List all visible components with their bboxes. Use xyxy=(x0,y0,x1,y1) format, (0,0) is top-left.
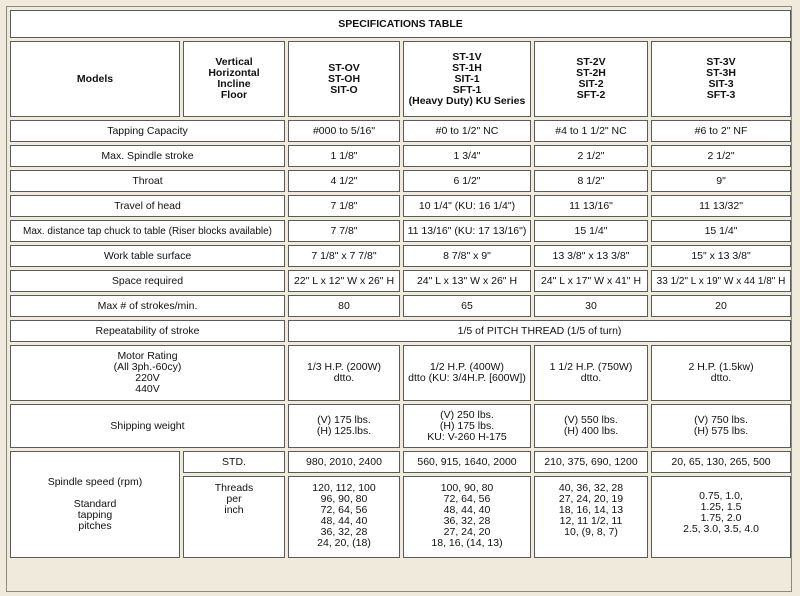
model-header-0: ST-OV ST-OH SIT-O xyxy=(288,41,400,117)
table-cell: 15" x 13 3/8" xyxy=(651,245,791,267)
table-cell: (V) 750 lbs. (H) 575 lbs. xyxy=(651,404,791,448)
table-cell: 20 xyxy=(651,295,791,317)
row-label: Max. distance tap chuck to table (Riser blocks available) xyxy=(10,220,285,242)
table-row xyxy=(10,145,791,167)
table-cell: 80 xyxy=(288,295,400,317)
table-cell: #6 to 2" NF xyxy=(651,120,791,142)
table-cell: 13 3/8" x 13 3/8" xyxy=(534,245,648,267)
table-row xyxy=(10,245,791,267)
table-cell: 120, 112, 100 96, 90, 80 72, 64, 56 48, 44, 40 36, 32, 28 24, 20, (18) xyxy=(288,476,400,558)
table-cell: (V) 175 lbs. (H) 125.lbs. xyxy=(288,404,400,448)
table-cell: 210, 375, 690, 1200 xyxy=(534,451,648,473)
table-cell: 1 1/2 H.P. (750W) dtto. xyxy=(534,345,648,401)
table-row xyxy=(10,220,791,242)
row-label: Max. Spindle stroke xyxy=(10,145,285,167)
table-cell: #4 to 1 1/2" NC xyxy=(534,120,648,142)
table-cell: 65 xyxy=(403,295,531,317)
table-cell: 10 1/4" (KU: 16 1/4") xyxy=(403,195,531,217)
row-label: Motor Rating (All 3ph.-60cy) 220V 440V xyxy=(10,345,285,401)
table-row xyxy=(10,295,791,317)
model-header-1: ST-1V ST-1H SIT-1 SFT-1 (Heavy Duty) KU Series xyxy=(403,41,531,117)
table-cell: 11 13/16" (KU: 17 13/16") xyxy=(403,220,531,242)
spindle-label: Spindle speed (rpm) Standard tapping pitches xyxy=(10,451,180,558)
model-header-3: ST-3V ST-3H SIT-3 SFT-3 xyxy=(651,41,791,117)
models-header-row xyxy=(10,41,791,117)
std-label: STD. xyxy=(183,451,285,473)
table-cell: #000 to 5/16" xyxy=(288,120,400,142)
table-cell: 22" L x 12" W x 26" H xyxy=(288,270,400,292)
table-cell: 8 1/2" xyxy=(534,170,648,192)
table-cell: 560, 915, 1640, 2000 xyxy=(403,451,531,473)
repeatability-row xyxy=(10,320,791,342)
table-cell: 7 1/8" x 7 7/8" xyxy=(288,245,400,267)
table-cell: 11 13/32" xyxy=(651,195,791,217)
table-cell: #0 to 1/2" NC xyxy=(403,120,531,142)
table-cell: 1 3/4" xyxy=(403,145,531,167)
table-cell: 6 1/2" xyxy=(403,170,531,192)
orientation-label: Vertical Horizontal Incline Floor xyxy=(183,41,285,117)
table-cell: 2 1/2" xyxy=(651,145,791,167)
row-label: Repeatability of stroke xyxy=(10,320,285,342)
row-label: Travel of head xyxy=(10,195,285,217)
table-cell: 40, 36, 32, 28 27, 24, 20, 19 18, 16, 14, 13 12, 11 1/2, 11 10, (9, 8, 7) xyxy=(534,476,648,558)
table-cell: 15 1/4" xyxy=(534,220,648,242)
threads-label: Threads per inch xyxy=(183,476,285,558)
table-title: SPECIFICATIONS TABLE xyxy=(10,10,791,38)
table-row xyxy=(10,195,791,217)
table-cell: (V) 250 lbs. (H) 175 lbs. KU: V-260 H-175 xyxy=(403,404,531,448)
table-cell: 9" xyxy=(651,170,791,192)
table-cell: 2 1/2" xyxy=(534,145,648,167)
title-row xyxy=(10,10,791,38)
row-label: Work table surface xyxy=(10,245,285,267)
table-cell: 24" L x 17" W x 41" H xyxy=(534,270,648,292)
table-cell: 24" L x 13" W x 26" H xyxy=(403,270,531,292)
spindle-std-row xyxy=(10,451,791,473)
table-cell: 11 13/16" xyxy=(534,195,648,217)
models-label: Models xyxy=(10,41,180,117)
table-cell: (V) 550 lbs. (H) 400 lbs. xyxy=(534,404,648,448)
row-label: Max # of strokes/min. xyxy=(10,295,285,317)
table-row xyxy=(10,120,791,142)
shipping-row xyxy=(10,404,791,448)
table-cell: 20, 65, 130, 265, 500 xyxy=(651,451,791,473)
row-label: Shipping weight xyxy=(10,404,285,448)
repeatability-value: 1/5 of PITCH THREAD (1/5 of turn) xyxy=(288,320,791,342)
table-cell: 33 1/2" L x 19" W x 44 1/8" H xyxy=(651,270,791,292)
table-cell: 0.75, 1.0, 1.25, 1.5 1.75, 2.0 2.5, 3.0, 3.5, 4.0 xyxy=(651,476,791,558)
table-cell: 1/2 H.P. (400W) dtto (KU: 3/4H.P. [600W]) xyxy=(403,345,531,401)
table-cell: 1 1/8" xyxy=(288,145,400,167)
specifications-table xyxy=(7,7,794,561)
model-header-2: ST-2V ST-2H SIT-2 SFT-2 xyxy=(534,41,648,117)
motor-row xyxy=(10,345,791,401)
table-cell: 1/3 H.P. (200W) dtto. xyxy=(288,345,400,401)
row-label: Tapping Capacity xyxy=(10,120,285,142)
table-row xyxy=(10,270,791,292)
table-cell: 8 7/8" x 9" xyxy=(403,245,531,267)
table-cell: 30 xyxy=(534,295,648,317)
table-row xyxy=(10,170,791,192)
table-cell: 7 7/8" xyxy=(288,220,400,242)
table-cell: 7 1/8" xyxy=(288,195,400,217)
table-cell: 100, 90, 80 72, 64, 56 48, 44, 40 36, 32, 28 27, 24, 20 18, 16, (14, 13) xyxy=(403,476,531,558)
row-label: Throat xyxy=(10,170,285,192)
spec-table-frame xyxy=(6,6,792,592)
table-cell: 15 1/4" xyxy=(651,220,791,242)
table-cell: 4 1/2" xyxy=(288,170,400,192)
table-cell: 2 H.P. (1.5kw) dtto. xyxy=(651,345,791,401)
row-label: Space required xyxy=(10,270,285,292)
table-cell: 980, 2010, 2400 xyxy=(288,451,400,473)
